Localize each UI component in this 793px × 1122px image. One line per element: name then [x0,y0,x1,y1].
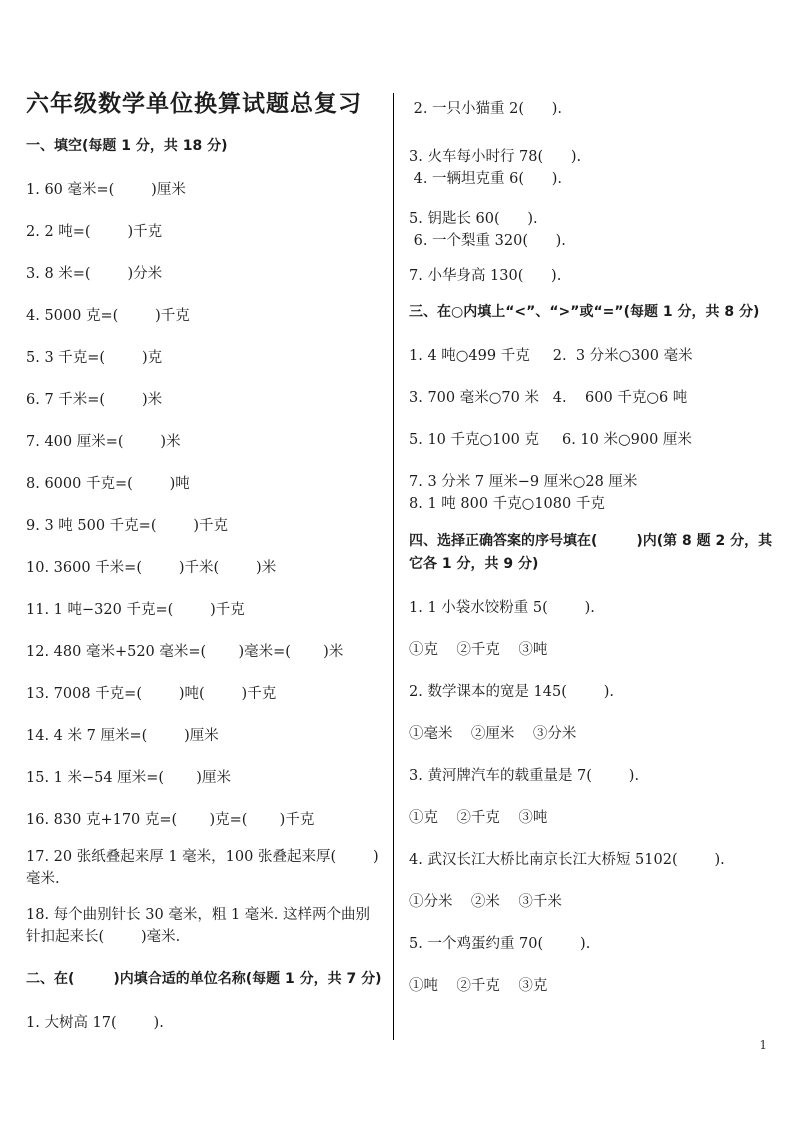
fill-blank-item-5: 5. 3 千克=( )克 [26,350,163,366]
fill-blank-item-12: 12. 480 毫米+520 毫米=( )毫米=( )米 [26,644,344,660]
unit-name-item-2: 2. 一只小猫重 2( ). [409,101,562,117]
fill-blank-item-9: 9. 3 吨 500 千克=( )千克 [26,518,229,534]
fill-blank-item-3: 3. 8 米=( )分米 [26,266,163,282]
choice-question-2-options: ①毫米 ②厘米 ③分米 [409,726,577,742]
choice-question-1-options: ①克 ②千克 ③吨 [409,642,548,658]
fill-blank-item-1: 1. 60 毫米=( )厘米 [26,182,186,198]
choice-question-5-options: ①吨 ②千克 ③克 [409,978,548,994]
fill-blank-item-16: 16. 830 克+170 克=( )克=( )千克 [26,812,315,828]
compare-row-1: 1. 4 吨○499 千克 2. 3 分米○300 毫米 [409,348,693,364]
page-number: 1 [759,1038,767,1052]
fill-blank-item-4: 4. 5000 克=( )千克 [26,308,190,324]
fill-blank-item-17: 17. 20 张纸叠起来厚 1 毫米，100 张叠起来厚( )毫米. [26,849,379,887]
compare-row-5: 8. 1 吨 800 千克○1080 千克 [409,496,605,512]
choice-question-3-options: ①克 ②千克 ③吨 [409,810,548,826]
fill-blank-item-6: 6. 7 千米=( )米 [26,392,163,408]
choice-question-3-stem: 3. 黄河牌汽车的载重量是 7( ). [409,768,640,784]
unit-name-item-3: 3. 火车每小时行 78( ). [409,149,582,165]
compare-row-2: 3. 700 毫米○70 米 4. 600 千克○6 吨 [409,390,688,406]
page-title: 六年级数学单位换算试题总复习 [26,91,362,117]
section-2-heading: 二、在( )内填合适的单位名称(每题 1 分，共 7 分) [26,971,382,987]
section-3-heading: 三、在○内填上“<”、“>”或“=”(每题 1 分，共 8 分) [409,304,760,320]
fill-blank-item-10: 10. 3600 千米=( )千米( )米 [26,560,277,576]
unit-name-item-1: 1. 大树高 17( ). [26,1015,164,1031]
fill-blank-item-15: 15. 1 米−54 厘米=( )厘米 [26,770,231,786]
fill-blank-item-18: 18. 每个曲别针长 30 毫米，粗 1 毫米. 这样两个曲别针扣起来长( )毫米. [26,907,370,945]
right-column [409,92,779,997]
fill-blank-item-8: 8. 6000 千克=( )吨 [26,476,190,492]
fill-blank-item-7: 7. 400 厘米=( )米 [26,434,181,450]
column-divider [393,93,394,1040]
choice-question-2-stem: 2. 数学课本的宽是 145( ). [409,684,615,700]
choice-question-1-stem: 1. 1 小袋水饺粉重 5( ). [409,600,595,616]
compare-row-4: 7. 3 分米 7 厘米−9 厘米○28 厘米 [409,474,638,490]
left-column [26,90,384,1054]
fill-blank-item-14: 14. 4 米 7 厘米=( )厘米 [26,728,219,744]
unit-name-item-7: 7. 小华身高 130( ). [409,268,562,284]
choice-question-4-stem: 4. 武汉长江大桥比南京长江大桥短 5102( ). [409,852,725,868]
unit-name-item-4: 4. 一辆坦克重 6( ). [409,171,562,187]
choice-question-5-stem: 5. 一个鸡蛋约重 70( ). [409,936,591,952]
unit-name-item-6: 6. 一个梨重 320( ). [409,233,566,249]
section-4-heading: 四、选择正确答案的序号填在( )内(第 8 题 2 分，其它各 1 分，共 9 分) [409,533,773,572]
section-1-heading: 一、填空(每题 1 分，共 18 分) [26,138,228,154]
choice-question-4-options: ①分米 ②米 ③千米 [409,894,562,910]
unit-name-item-5: 5. 钥匙长 60( ). [409,211,538,227]
fill-blank-item-13: 13. 7008 千克=( )吨( )千克 [26,686,277,702]
compare-row-3: 5. 10 千克○100 克 6. 10 米○900 厘米 [409,432,692,448]
fill-blank-item-11: 11. 1 吨−320 千克=( )千克 [26,602,245,618]
fill-blank-item-2: 2. 2 吨=( )千克 [26,224,163,240]
